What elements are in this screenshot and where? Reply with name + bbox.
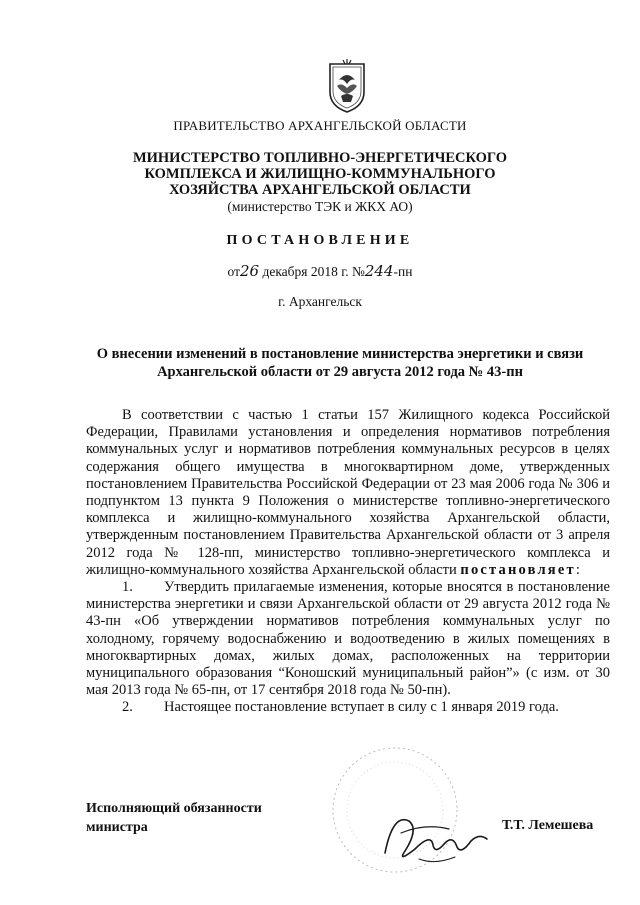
ministry-name-line2: КОМПЛЕКСА И ЖИЛИЩНО-КОММУНАЛЬНОГО	[144, 166, 496, 182]
item-number: 2.	[122, 699, 133, 716]
document-type: ПОСТАНОВЛЕНИЕ	[226, 233, 414, 248]
government-name: ПРАВИТЕЛЬСТВО АРХАНГЕЛЬСКОЙ ОБЛАСТИ	[173, 118, 467, 133]
document-subject	[70, 345, 610, 381]
date-rest: декабря 2018 г. №	[259, 264, 365, 279]
coat-of-arms-icon	[327, 58, 367, 114]
ministry-name-line1: МИНИСТЕРСТВО ТОПЛИВНО-ЭНЕРГЕТИЧЕСКОГО	[132, 150, 508, 166]
signatory-name: Т.Т. Лемешева	[502, 818, 594, 833]
preamble-paragraph	[86, 407, 610, 579]
ministry-short-name: (министерство ТЭК и ЖКХ АО)	[227, 199, 413, 214]
document-city: г. Архангельск	[278, 294, 362, 309]
signatory-title-line1: Исполняющий обязанности	[86, 801, 262, 816]
ministry-name	[0, 150, 640, 198]
item-text: Настоящее постановление вступает в силу с 1 января 2019 года.	[164, 699, 559, 716]
item-text: Утвердить прилагаемые изменения, которые вносятся в постановление министерства энергетики и связи Архангельской области от 29 августа 2012 года № 43-пн «Об утверждении нормативов потребления коммунальных услуг по холодному, горячему водоснабжению и водоотведению в жилых помещениях в многоквартирных домах, жилых домах, расположенных на территории муниципального образования “Коношский муниципальный район”» (с изм. от 30 мая 2013 года № 65-пн, от 17 сентября 2018 года № 50-пн).	[86, 579, 610, 699]
ministry-name-line3: ХОЗЯЙСТВА АРХАНГЕЛЬСКОЙ ОБЛАСТИ	[169, 182, 471, 198]
document-number-suffix: -пн	[393, 264, 413, 279]
document-body	[86, 407, 610, 717]
item-paragraph	[86, 699, 610, 716]
decree-colon: :	[575, 561, 580, 578]
item-paragraph	[86, 579, 610, 699]
signatory-title-line2: министра	[86, 820, 148, 835]
subject-line2: Архангельской области от 29 августа 2012 года № 43-пн	[157, 364, 523, 380]
handwritten-signature	[375, 793, 495, 873]
date-prefix: от	[227, 264, 240, 279]
signatory-title	[86, 799, 262, 837]
document-number: 244	[364, 262, 394, 280]
subject-line1: О внесении изменений в постановление министерства энергетики и связи	[96, 346, 584, 362]
preamble-text: В соответствии с частью 1 статьи 157 Жилищного кодекса Российской Федерации, Правилами установления и определения нормативов потребления коммунальных услуг и нормативов потребления коммунальных ресурсов в целях содержания общего имущества в многоквартирном доме, утвержденных постановлением Правительства Российской Федерации от 23 мая 2006 года № 306 и подпунктом 13 пункта 9 Положения о министерстве топливно-энергетического комплекса и жилищно-коммунального хозяйства Архангельской области, утвержденным постановлением Правительства Архангельской области от 3 апреля 2012 года № 128-пп, министерство топливно-энергетического комплекса и жилищно-коммунального хозяйства Архангельской области	[86, 407, 610, 578]
decree-word: постановляет	[460, 561, 576, 578]
document-date-number	[0, 262, 640, 280]
date-day: 26	[239, 262, 260, 280]
item-number: 1.	[122, 579, 133, 596]
